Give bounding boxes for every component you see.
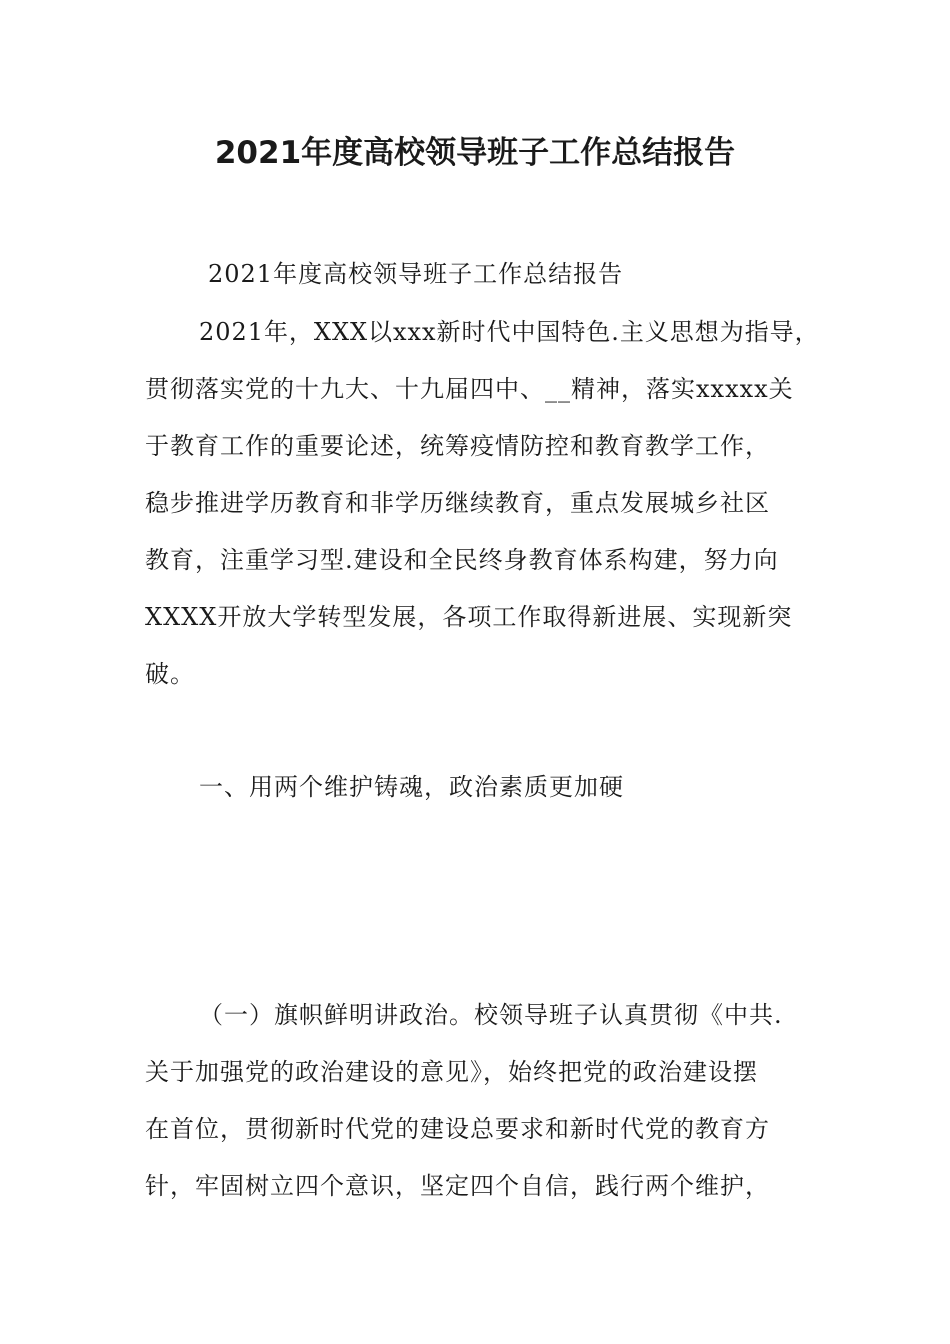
document-title: 2021年度高校领导班子工作总结报告 — [214, 135, 736, 171]
section-line-4: 针，牢固树立四个意识，坚定四个自信，践行两个维护， — [145, 1172, 770, 1200]
intro-line-1: 2021年，XXX以xxx新时代中国特色.主义思想为指导， — [199, 318, 820, 346]
intro-line-5: 教育，注重学习型.建设和全民终身教育体系构建，努力向 — [145, 546, 779, 574]
intro-line-3: 于教育工作的重要论述，统筹疫情防控和教育教学工作， — [145, 432, 770, 460]
section-line-2: 关于加强党的政治建设的意见》，始终把党的政治建设摆 — [145, 1058, 758, 1086]
intro-line-7: 破。 — [145, 660, 195, 688]
intro-line-6: XXXX开放大学转型发展，各项工作取得新进展、实现新突 — [145, 603, 793, 631]
intro-line-4: 稳步推进学历教育和非学历继续教育，重点发展城乡社区 — [145, 489, 770, 517]
section-line-1: （一）旗帜鲜明讲政治。校领导班子认真贯彻《中共. — [199, 1001, 783, 1029]
section-heading: 一、用两个维护铸魂，政治素质更加硬 — [199, 773, 624, 801]
intro-line-2: 贯彻落实党的十九大、十九届四中、__精神，落实xxxxx关 — [145, 375, 794, 403]
section-line-3: 在首位，贯彻新时代党的建设总要求和新时代党的教育方 — [145, 1115, 770, 1143]
document-subtitle: 2021年度高校领导班子工作总结报告 — [208, 260, 624, 288]
